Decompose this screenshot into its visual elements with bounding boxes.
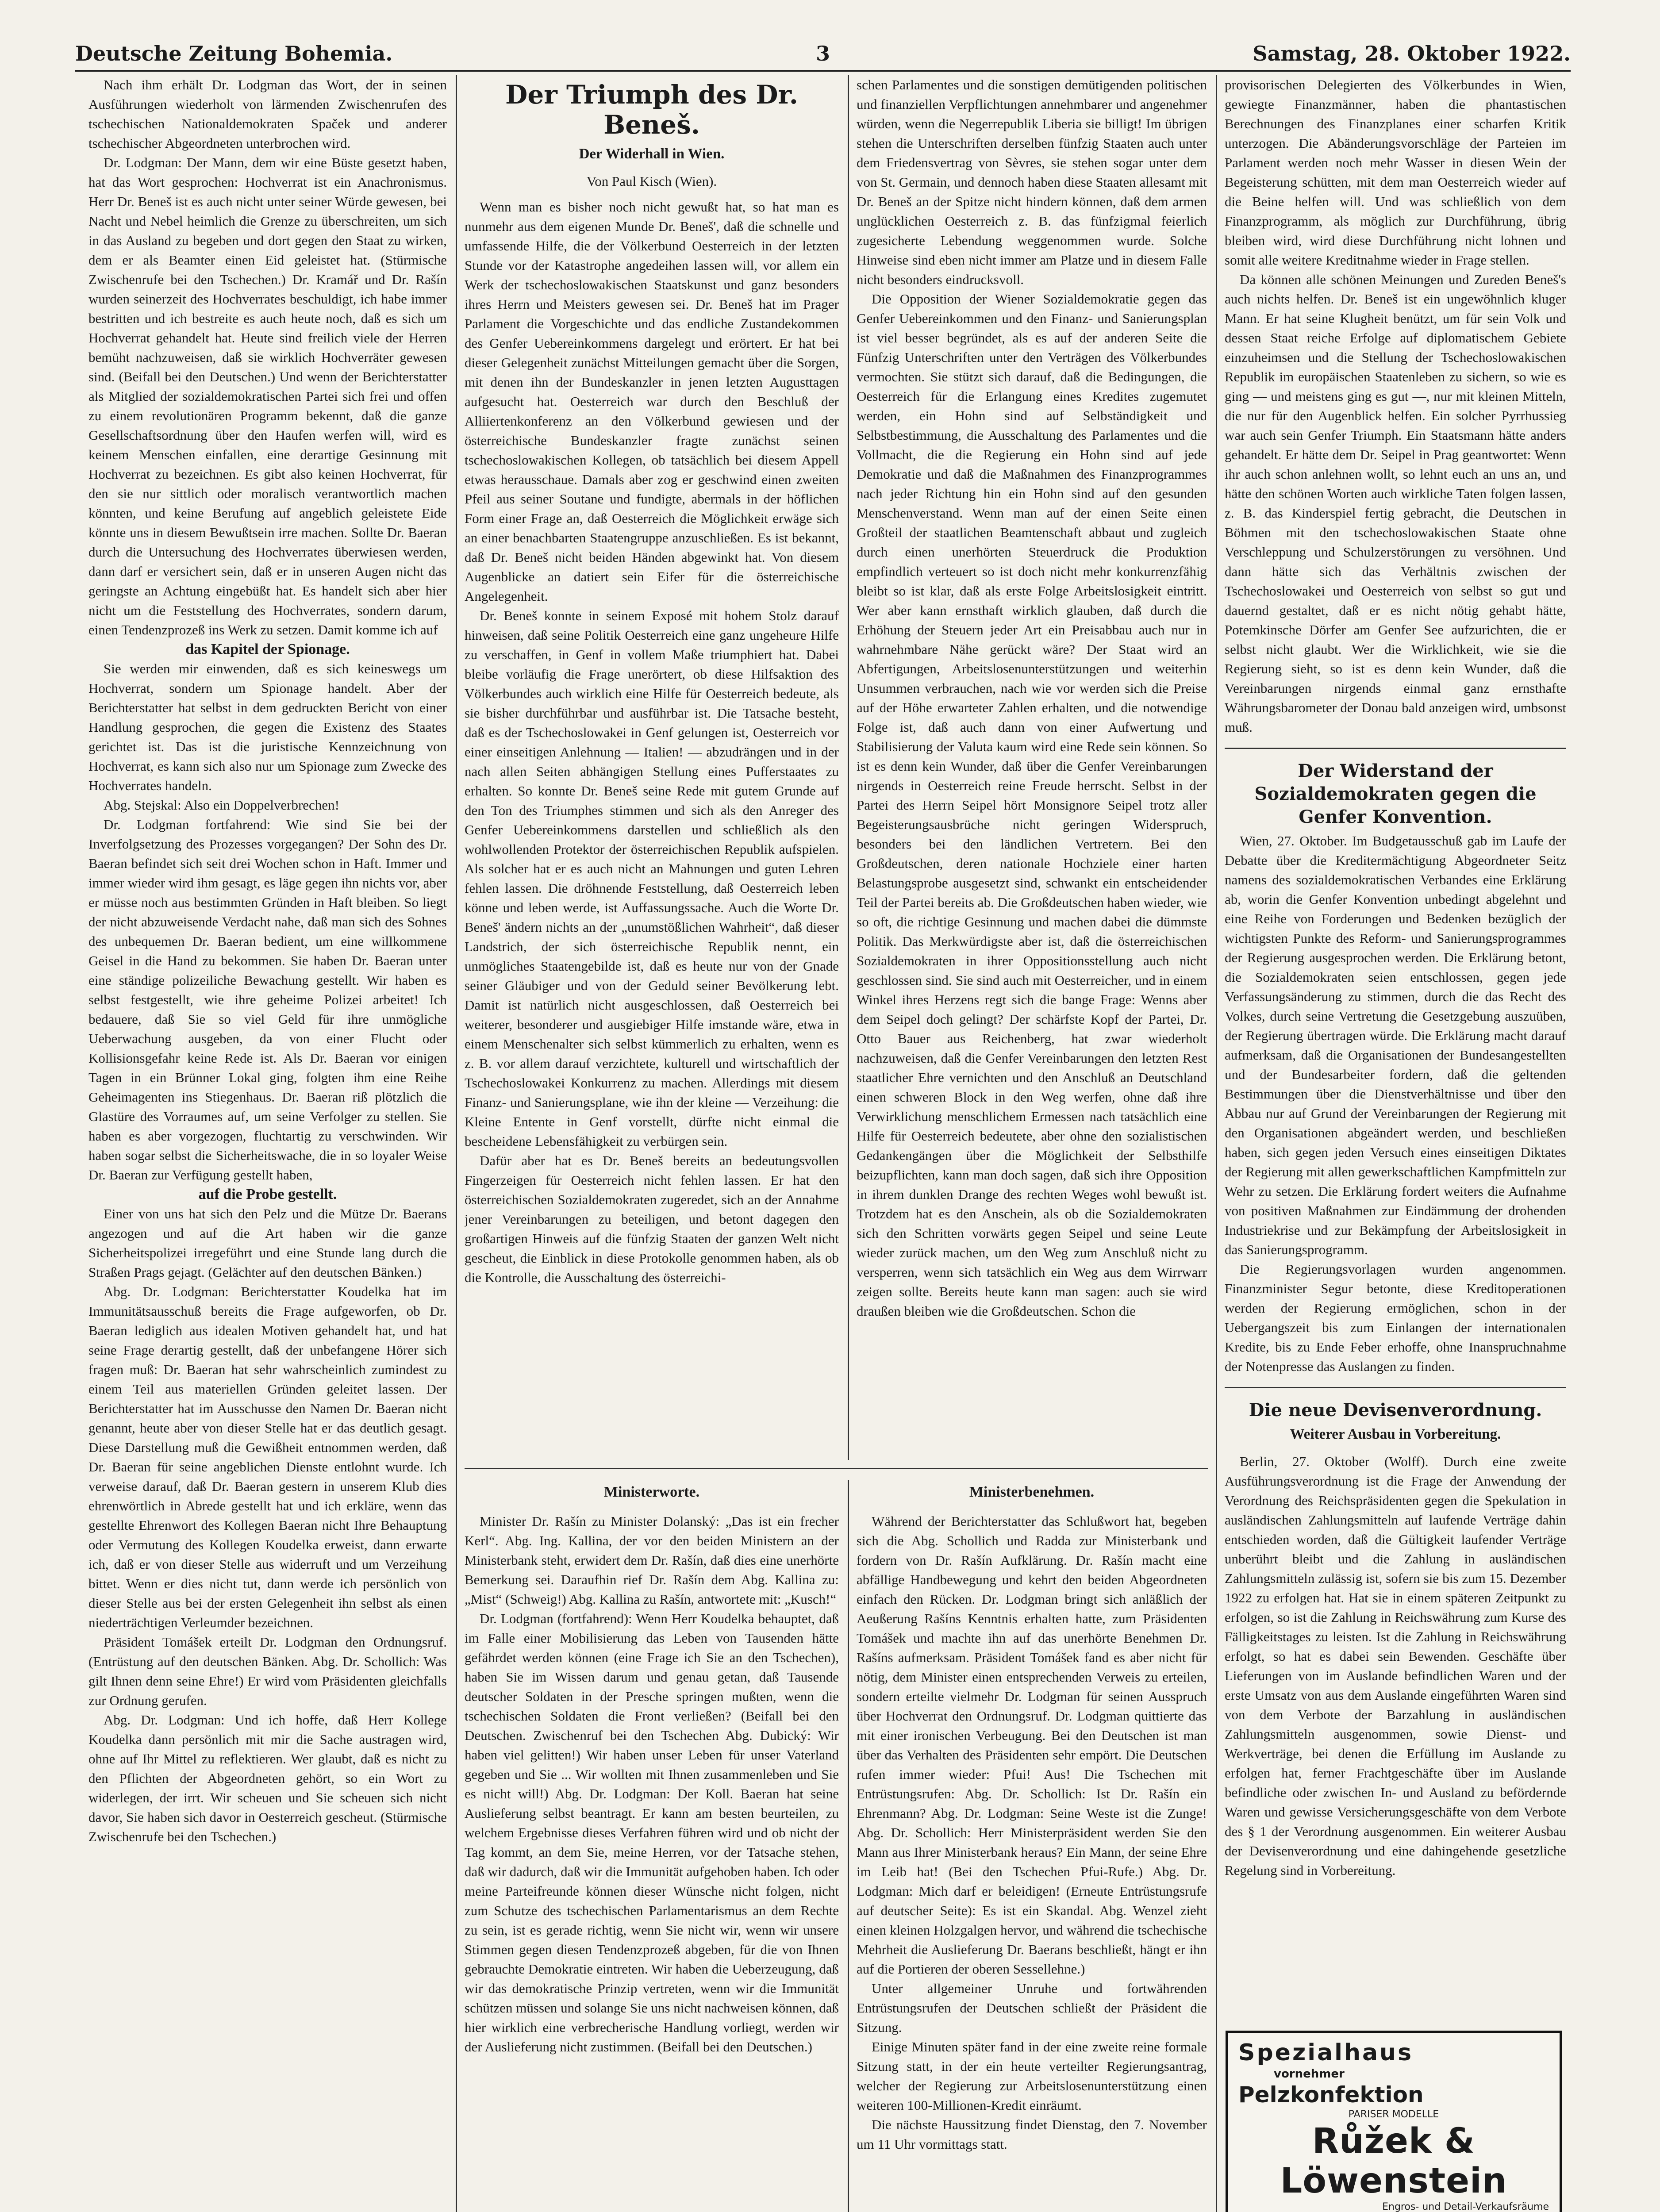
paragraph: schen Parlamentes und die sonstigen demütigenden politischen und finanziellen Verpflichtungen annehmbarer und angenehmer würden, wenn die Negerrepublik Liberia sie billigt! Im übrigen stehen die Unterschriften derselben fünfzig Staaten auch unter dem Friedensvertrag von Sèvres, sie stehen sogar unter dem von St. Germain, und dennoch haben diese Staaten allesamt mit Dr. Beneš an der Spitze nicht hindern können, daß dem armen unglücklichen Oesterreich z. B. das fünfzigmal feierlich zugesicherte Lebendung weggenommen wurde. Solche Hinweise sind eben nicht immer am Platze und in diesem Falle nicht besonders eindrucksvoll.	[857, 77, 1207, 287]
paragraph: Nach ihm erhält Dr. Lodgman das Wort, der in seinen Ausführungen wiederholt von lärmenden Zwischenrufen des tschechischen Nationaldemokraten Spaček und anderer tschechischer Abgeordneten unterbrochen wird.	[88, 77, 447, 151]
page-number: 3	[815, 42, 830, 65]
paragraph: Die Opposition der Wiener Sozialdemokratie gegen das Genfer Uebereinkommen und den Finanz- und Sanierungsplan ist viel besser begründet, als es auf der anderen Seite die Fünfzig Unterschriften unter den Verträgen des Völkerbundes vermochten. Sie stützt sich darauf, daß die Bedingungen, die Oesterreich für die Erlangung eines Kredites zugemutet werden, ein Hohn sind auf Selbständigkeit und Selbstbestimmung, die Ausschaltung des Parlamentes und die Vollmacht, die die Regierung ein Hohn sind auf jede Demokratie und daß die Maßnahmen des Finanzprogrammes nach jeder Richtung hin ein Hohn sind auf den gesunden Menschenverstand. Wenn man auf der einen Seite einen Großteil der staatlichen Beamtenschaft abbaut und zugleich durch einen unerhörten Steuerdruck die Produktion empfindlich verteuert so ist doch nicht mehr konkurrenzfähig bleibt so ist klar, daß als erste Folge Arbeitslosigkeit eintritt. Wer aber kann ernsthaft wirklich glauben, daß durch die Erhöhung der Steuern jeder Art ein Preisabbau auch nur in wahrnehmbare Nähe gerückt wäre? Der Staat wird an Abfertigungen, Arbeitslosenunterstützungen und weiterhin Unsummen verbrauchen, nach wie vor werden sich die Preise auf der Höhe erwarteter Zahlen erhalten, und die notwendige Folge ist, daß auch dann von einer Aufwertung und Stabilisierung der Valuta kaum wird eine Rede sein können. So ist es denn kein Wunder, daß über die Genfer Vereinbarungen nirgends in Oesterreich reine Freude herrscht. Selbst in der Partei des Herrn Seipel hört Monsignore Seipel trotz aller Begeisterungsausbrüche nicht geringen Widerspruch, besonders bei den ländlichen Vertretern. Bei den Großdeutschen, deren nationale Hochziele einer harten Belastungsprobe ausgesetzt sind, schwankt ein entscheidender Teil der Partei bereits ab. Die Großdeutschen haben wieder, wie so oft, die richtige Gesinnung und machen dabei die dümmste Politik. Das Merkwürdigste aber ist, daß die österreichischen Sozialdemokraten in ihrer Oppositionsstellung auch nicht geschlossen sind. Sie sind auch mit Oesterreicher, und in einem Winkel ihres Herzens regt sich die bange Frage: Wenns aber dem Seipel doch gelingt? Der schärfste Kopf der Partei, Dr. Otto Bauer aus Reichenberg, hat zwar wiederholt nachzuweisen, daß die Genfer Vereinbarungen den letzten Rest staatlicher Ehre vernichten und den Anschluß an Deutschland einen schweren Block in den Weg werfen, ohne daß ihre Verwirklichung menschlichem Ermessen nach tatsächlich eine Hilfe für Oesterreich bedeutete, aber ohne den sozialistischen Gedankengängen über die Möglichkeit der Selbsthilfe beizupflichten, kann man doch sagen, daß sich ihre Opposition in ihrem dunklen Drange des rechten Weges wohl bewußt ist. Trotzdem hat es den Anschein, als ob die Sozialdemokraten sich den Schritten vorwärts gegen Seipel und seine Leute wieder zurück machen, um den Weg zum Anschluß nicht zu versperren, wenn sich tatsächlich ein Weg aus dem Wirrwarr zeigen sollte. Bereits heute kann man sagen: auch sie wird draußen bleiben wie die Großdeutschen. Schon die	[857, 291, 1207, 1319]
column-2	[465, 75, 839, 1460]
paragraph: Dr. Lodgman (fortfahrend): Wenn Herr Koudelka behauptet, daß im Falle einer Mobilisierung das Leben von Tausenden hätte gefährdet werden können (eine Frage ich Sie an den Tschechen), haben Sie im Wissen darum und genau getan, daß Tausende deutscher Soldaten in der Presche springen mußten, wenn die tschechischen Soldaten die Front verließen? (Beifall bei den Deutschen. Zwischenruf bei den Tschechen Abg. Dubický: Wir haben viel gelitten!) Wir haben unser Leben für unser Vaterland gegeben und Sie ... Wir wollten mit Ihnen zusammenleben und Sie es nicht will!) Abg. Dr. Lodgman: Der Koll. Baeran hat seine Auslieferung selbst beantragt. Er kann am besten beurteilen, zu welchem Ergebnisse dieses Verfahren führen wird und ob nicht der Tag kommt, an dem Sie, meine Herren, vor der Tatsache stehen, daß wir dadurch, daß wir die Immunität aufgehoben haben. Ich oder meine Parteifreunde können dieser Wünsche nicht folgen, nicht zum Schutze des tschechischen Parlamentarismus an dem Rechte zu sein, ist es gerade richtig, wenn Sie nicht wir, wenn wir unsere Stimmen gegen diesen Tendenzprozeß abgeben, für die von Ihnen gebrauchte Demokratie eintreten. Wir haben die Ueberzeugung, daß wir das demokratische Prinzip vertreten, wenn wir die Immunität schützen müssen und solange Sie uns nicht nachweisen können, daß hier wirklich eine verbrecherische Handlung vorliegt, werden wir der Auslieferung nicht zustimmen. (Beifall bei den Deutschen.)	[465, 1611, 839, 2055]
subheading-spionage: das Kapitel der Spionage.	[185, 641, 350, 657]
headline-triumph: Der Triumph des Dr. Beneš.	[505, 80, 798, 140]
section-ministerworte	[465, 1480, 839, 2212]
column-rule	[1216, 75, 1217, 2212]
section-rule	[1225, 748, 1566, 749]
masthead-date: Samstag, 28. Oktober 1922.	[1253, 42, 1571, 65]
masthead-paper-name: Deutsche Zeitung Bohemia.	[75, 42, 393, 65]
paragraph: Dr. Lodgman: Der Mann, dem wir eine Büste gesetzt haben, hat das Wort gesprochen: Hochverrat ist ein Anachronismus. Herr Dr. Beneš ist es auch nicht unter seiner Würde gewesen, bei Nacht und Nebel heimlich die Grenze zu überschreiten, um sich in das Ausland zu begeben und dort gegen den Staat zu wirken, dem er als Beamter einen Eid geleistet hat. (Stürmische Zwischenrufe bei den Tschechen.) Dr. Kramář und Dr. Rašín wurden seinerzeit des Hochverrates beschuldigt, ich habe immer bestritten und ich bestreite es auch heute noch, daß es sich um Hochverrat gehandelt hat. Heute sind freilich viele der Herren bemüht nachzuweisen, daß sie wirklich Hochverräter gewesen sind. (Beifall bei den Deutschen.) Und wenn der Berichterstatter als Mitglied der sozialdemokratischen Partei sich frei und offen zu einem revolutionären Programm bekennt, daß die ganze Gesellschaftsordnung über den Haufen werfen will, wird es keinem Menschen einfallen, eine derartige Gesinnung mit Hochverrat zu bezeichnen. Es gibt also keinen Hochverrat, für den sie nur sittlich oder moralisch verantwortlich machen könnten, und keine Berufung auf angeblich geleistete Eide könnte uns in diesem Bewußtsein irre machen. Sollte Dr. Baeran durch die Untersuchung des Hochverrates überwiesen werden, dann darf er versichert sein, daß er in unseren Augen nicht das geringste an Achtung eingebüßt hat. Es handelt sich aber hier nicht um die Feststellung des Hochverrates, sondern darum, einen Tendenzprozeß ins Werk zu setzen. Damit komme ich auf	[88, 155, 447, 637]
column-3	[857, 75, 1207, 1460]
section-rule	[465, 1468, 1208, 1469]
masthead	[75, 39, 1571, 72]
paragraph: Die Regierungsvorlagen wurden angenommen. Finanzminister Segur betonte, diese Kreditoperationen werden der Regierung ermöglichen, schon in der Uebergangszeit bis zum Einlangen der internationalen Kredite, bis zu Ende Feber erhoffe, ohne Inanspruchnahme der Notenpresse das Auslangen zu finden.	[1225, 1261, 1566, 1374]
ad-line: PARISER MODELLE	[1348, 2109, 1439, 2120]
section-rule	[1225, 1387, 1566, 1388]
paragraph: Berlin, 27. Oktober (Wolff). Durch eine zweite Ausführungsverordnung ist die Frage der Anwendung der Verordnung des Reichspräsidenten gegen die Spekulation in ausländischen Zahlungsmitteln auf laufende Verträge dahin entschieden worden, daß die Gültigkeit laufender Verträge unberührt bleibt und die Zahlung in ausländischen Zahlungsmitteln zulässig ist, sofern sie bis zum 15. Dezember 1922 zu erfolgen hat. Hat sie in einem späteren Zeitpunkt zu erfolgen, so ist die Zahlung in Reichswährung zum Kurse des Fälligkeitstages zu leisten. Ist die Zahlung in Reichswährung erfolgt, so hat es dabei sein Bewenden. Geschäfte über Lieferungen von im Auslande befindlichen Waren und der erste Umsatz von aus dem Auslande eingeführten Waren sind von dem Verbote der Barzahlung in ausländischen Zahlungsmitteln ausgenommen, sowie Dienst- und Werkverträge, bei denen die Erfüllung im Auslande zu erfolgen hat, ferner Frachtgeschäfte über im Auslande befindliche oder zwischen In- und Ausland zu befördernde Waren und gewisse Versicherungsgeschäfte von dem Verbote des § 1 der Verordnung ausgenommen. Ein weiterer Ausbau der Devisenverordnung und eine dahingehende gesetzliche Regelung sind in Vorbereitung.	[1225, 1454, 1566, 1878]
paragraph: Abg. Stejskal: Also ein Doppelverbrechen!	[104, 797, 339, 813]
advertisement-ruzek-loewenstein	[1226, 2031, 1562, 2212]
headline-widerstand: Der Widerstand der Sozialdemokraten gegen die Genfer Konvention.	[1254, 760, 1537, 827]
subheadline-wien: Der Widerhall in Wien.	[579, 146, 725, 162]
column-rule	[848, 75, 849, 1460]
column-1	[88, 75, 447, 2212]
ad-line: Engros- und Detail-Verkaufsräume	[1382, 2201, 1549, 2212]
paragraph: Während der Berichterstatter das Schlußwort hat, begeben sich die Abg. Schollich und Radda zur Ministerbank und fordern von Dr. Rašín Aufklärung. Dr. Rašín macht eine abfällige Handbewegung und kehrt den beiden Abgeordneten einfach den Rücken. Dr. Lodgman bringt sich anläßlich der Aeußerung Rašíns Kenntnis erhalten hatte, zum Präsidenten Tomášek und machte ihn auf das unerhörte Benehmen Dr. Rašíns aufmerksam. Präsident Tomášek fand es aber nicht für nötig, dem Minister einen entsprechenden Verweis zu erteilen, sondern erteilte vielmehr Dr. Lodgman für seinen Ausspruch über Hochverrat den Ordnungsruf. Dr. Lodgman quittierte das mit einer ironischen Verbeugung. Bei den Deutschen ist man über das Verhalten des Präsidenten sehr empört. Die Deutschen rufen immer wieder: Pfui! Aus! Die Tschechen mit Entrüstungsrufen: Abg. Dr. Schollich: Ist Dr. Rašín ein Ehrenmann? Abg. Dr. Lodgman: Seine Weste ist die Zunge! Abg. Dr. Schollich: Herr Ministerpräsident werden Sie den Mann aus Ihrer Ministerbank heraus? Ein Mann, der seine Ehre im Leib hat! (Bei den Tschechen Pfui-Rufe.) Abg. Dr. Lodgman: Mich darf er beleidigen! (Erneute Entrüstungsrufe auf deutscher Seite): Es ist ein Skandal. Abg. Wenzel zieht einen kleinen Holzgalgen hervor, und während die tschechische Mehrheit die Auslieferung Dr. Baerans beschließt, hängt er ihn auf die Portieren der oberen Sessellehne.)	[857, 1513, 1207, 1977]
column-rule	[456, 75, 457, 2212]
paragraph: Dafür aber hat es Dr. Beneš bereits an bedeutungsvollen Fingerzeigen für Oesterreich nicht fehlen lassen. Er hat den österreichischen Sozialdemokraten zugeredet, sich an der Annahme jener Vereinbarungen zu beteiligen, und betont dagegen den großartigen Hinweis auf die fünfzig Staaten der ganzen Welt nicht gescheut, die Einblick in diese Protokolle genommen haben, als ob die Kontrolle, die Ausschaltung des österreichi-	[465, 1153, 839, 1285]
paragraph: Dr. Beneš konnte in seinem Exposé mit hohem Stolz darauf hinweisen, daß seine Politik Oesterreich eine ganz ungeheure Hilfe zu verschaffen, in Genf in vollem Maße triumphiert hat. Dabei bleibe vorläufig die Frage unerörtert, ob diese Hilfsaktion des Völkerbundes auch wirklich eine Hilfe für Oesterreich bedeute, als sie bisher durchführbar und ausführbar ist. Die Tatsache besteht, daß es der Tschechoslowakei in Genf gelungen ist, Oesterreich vor einer einseitigen Anlehnung — Italien! — abzudrängen und in der nach allen Seiten abhängigen Stellung eines Pufferstaates zu erhalten. So konnte Dr. Beneš seine Rede mit gutem Grunde auf den Ton des Triumphes stimmen und sich als den Anreger des Genfer Uebereinkommens darstellen und schließlich als den wohlwollenden Protektor der österreichischen Republik aufspielen. Als solcher hat er es auch nicht an Mahnungen und guten Lehren fehlen lassen. Die dröhnende Feststellung, daß Oesterreich leben könne und leben werde, ist Auffassungssache. Auch die Worte Dr. Beneš' ändern nichts an der „unumstößlichen Wahrheit“, daß dieser Landstrich, der sich österreichische Republik nennt, ein unmögliches Staatengebilde ist, daß es heute nur von der Gnade seiner Gläubiger und von der Geduld seiner Bevölkerung lebt. Damit ist natürlich nicht ausgeschlossen, daß Oesterreich bei weiterer, besonderer und ausgiebiger Hilfe imstande wäre, etwa in einem Menschenalter sich selbst kümmerlich zu erhalten, wenn es z. B. vor allem darauf verzichtete, kulturell und wirtschaftlich der Tschechoslowakei Konkurrenz zu machen. Allerdings mit diesem Finanz- und Sanierungsplane, wie ihn der kleine — Verzeihung: die Kleine Entente in Genf vorstellt, dürfte nicht einmal die bescheidene Lebensfähigkeit zu verbürgen sein.	[465, 608, 839, 1149]
paragraph: Unter allgemeiner Unruhe und fortwährenden Entrüstungsrufen der Deutschen schließt der Präsident die Sitzung.	[857, 1981, 1207, 2035]
paragraph: Sie werden mir einwenden, daß es sich keineswegs um Hochverrat, sondern um Spionage handelt. Aber der Berichterstatter hat selbst in dem gedruckten Bericht von einer Handlung gesprochen, die gegen die Existenz des Staates gerichtet ist. Das ist die juristische Kennzeichnung von Hochverrat, es kann sich also nur um Spionage zum Zwecke des Hochverrates handeln.	[88, 661, 447, 793]
paragraph: Dr. Lodgman fortfahrend: Wie sind Sie bei der Inverfolgsetzung des Prozesses vorgegangen? Der Sohn des Dr. Baeran befindet sich seit drei Wochen schon in Haft. Immer und immer wieder wird ihm gesagt, es läge gegen ihn nichts vor, aber er müsse noch aus bestimmten Gründen in Haft bleiben. So liegt der nicht abzuweisende Verdacht nahe, daß man sich des Sohnes des unbequemen Dr. Baeran bedient, um eine willkommene Geisel in die Hand zu bekommen. Sie haben Dr. Baeran unter eine ständige polizeiliche Bewachung gestellt. Wir haben es selbst festgestellt, wie ihre geheime Polizei arbeitet! Ich bedauere, daß Sie so viel Geld für ihre unmögliche Ueberwachung ausgeben, da von einer Flucht oder Kollisionsgefahr keine Rede ist. Als Dr. Baeran vor einigen Tagen in ein Brünner Lokal ging, folgten ihm eine Reihe Geheimagenten ins Stiegenhaus. Dr. Baeran riß plötzlich die Glastüre des Vorraumes auf, um seine Verfolger zu stellen. Sie haben es aber vorgezogen, fluchtartig zu verschwinden. Wir haben sogar selbst die Sicherheitswache, die in so loyaler Weise Dr. Baeran zur Verfügung gestellt haben,	[88, 817, 447, 1183]
paragraph: Einige Minuten später fand in der eine zweite reine formale Sitzung statt, in der ein heute verteilter Regierungsantrag, welcher der Regierung zur Arbeitslosenunterstützung einen weiteren 100-Millionen-Kredit einräumt.	[857, 2039, 1207, 2113]
paragraph: Wenn man es bisher noch nicht gewußt hat, so hat man es nunmehr aus dem eigenen Munde Dr. Beneš', daß die schnelle und umfassende Hilfe, die der Völkerbund Oesterreich in der letzten Stunde vor der Katastrophe angedeihen lassen will, vor allem ein Werk der tschechoslowakischen Staatskunst und ganz besonders ihres Herrn und Meisters gewesen sei. Dr. Beneš hat im Prager Parlament die Vorgeschichte und das endliche Zustandekommen des Genfer Uebereinkommens dargelegt und erörtert. Er hat bei dieser Gelegenheit zunächst Mitteilungen gemacht über die Sorgen, mit denen ihn der Bundeskanzler in jenen letzten Augusttagen aufgesucht hat. Oesterreich war durch den Beschluß der Alliiertenkonferenz an den Völkerbund gewiesen und der österreichische Bundeskanzler fragte zunächst seinen tschechoslowakischen Kollegen, ob tatsächlich bei diesem Appell etwas herausschaue. Damals aber zog er geschwind einen zweiten Pfeil aus seiner Soutane und fundigte, abermals in der höflichen Form einer Frage an, daß Oesterreich die Möglichkeit erwäge sich an einer benachbarten Staatengruppe anzuschließen. Es ist bekannt, daß Dr. Beneš nicht beiden Händen abgewinkt hat. Von diesem Augenblicke an datiert sein Eifer für die österreichische Angelegenheit.	[465, 199, 839, 604]
paragraph: Präsident Tomášek erteilt Dr. Lodgman den Ordnungsruf. (Entrüstung auf den deutschen Bänken. Abg. Dr. Schollich: Was gilt Ihnen denn seine Ehre!) Er wird vom Präsidenten gleichfalls zur Ordnung gerufen.	[88, 1634, 447, 1708]
paragraph: Abg. Dr. Lodgman: Und ich hoffe, daß Herr Kollege Koudelka dann persönlich mit mir die Sache austragen wird, ohne auf Ihr Mittel zu reflektieren. Wer glaubt, daß es nicht zu den Pflichten der Abgeordneten gehört, so ein Wort zu widerlegen, der irrt. Wir scheuen und Sie scheuen sich nicht davor, Sie haben sich davor in Oesterreich gescheut. (Stürmische Zwischenrufe bei den Tschechen.)	[88, 1712, 447, 1844]
subheading-probe: auf die Probe gestellt.	[198, 1186, 337, 1202]
paragraph: Einer von uns hat sich den Pelz und die Mütze Dr. Baerans angezogen und auf die Art haben wir die ganze Sicherheitspolizei irregeführt und eine Stunde lang durch die Straßen Prags gejagt. (Gelächter auf den deutschen Bänken.)	[88, 1206, 447, 1280]
section-title-ministerbenehmen: Ministerbenehmen.	[969, 1484, 1095, 1500]
paragraph: Die nächste Haussitzung findet Dienstag, den 7. November um 11 Uhr vormittags statt.	[857, 2117, 1207, 2152]
ad-brand: Růžek & Löwenstein	[1280, 2121, 1507, 2201]
ad-line: Spezialhaus	[1238, 2039, 1414, 2066]
paragraph: Minister Dr. Rašín zu Minister Dolanský: „Das ist ein frecher Kerl“. Abg. Ing. Kallina, der vor den beiden Ministern an der Ministerbank steht, erwidert dem Dr. Rašín, daß dies eine unerhörte Bemerkung sei. Daraufhin rief Dr. Rašín dem Abg. Kallina zu: „Mist“ (Schweig!) Abg. Kallina zu Rašín, antwortete mit: „Kusch!“	[465, 1513, 839, 1607]
byline: Von Paul Kisch (Wien).	[586, 173, 717, 189]
column-rule	[848, 1480, 849, 2212]
column-4	[1225, 75, 1566, 2022]
subheadline-ausbau: Weiterer Ausbau in Vorbereitung.	[1290, 1426, 1501, 1442]
section-ministerbenehmen	[857, 1480, 1207, 2212]
paragraph: Wien, 27. Oktober. Im Budgetausschuß gab im Laufe der Debatte über die Kreditermächtigung Abgeordneter Seitz namens des sozialdemokratischen Verbandes eine Erklärung ab, worin die Genfer Konvention unbedingt abgelehnt und eine Reihe von Forderungen und Bedenken bezüglich der wichtigsten Punkte des Reform- und Sanierungsprogrammes der Regierung ausgesprochen werden. Die Erklärung betont, die Sozialdemokraten seien entschlossen, gegen jede Verfassungsänderung zu stimmen, durch die das Recht des Volkes, durch seine Vertretung die Gesetzgebung auszuüben, der Regierung übertragen würde. Die Erklärung macht darauf aufmerksam, daß die Organisationen der Bundesangestellten und der Bundesarbeiter fordern, daß die geltenden Bestimmungen über die Dienstverhältnisse und über den Abbau nur auf Grund der Vereinbarungen der Regierung mit den Organisationen abgeändert werden, und beschließen haben, sich gegen jeden Versuch eines einseitigen Diktates der Regierung mit allen gewerkschaftlichen Kampfmitteln zur Wehr zu setzen. Die Erklärung fordert weiters die Aufnahme von positiven Maßnahmen zur Eindämmung der drohenden Industriekrise und zur Bekämpfung der Arbeitslosigkeit in das Sanierungsprogramm.	[1225, 833, 1566, 1257]
headline-devisenverordnung: Die neue Devisenverordnung.	[1249, 1400, 1542, 1421]
paragraph: Da können alle schönen Meinungen und Zureden Beneš's auch nichts helfen. Dr. Beneš ist ein ungewöhnlich kluger Mann. Er hat seine Klugheit benützt, um für sein Volk und dessen Staat reiche Erfolge auf diplomatischem Gebiete einzuheimsen und die Stellung der Tschechoslowakischen Republik im europäischen Staatenleben zu sichern, so wie es ging — und meistens ging es gut —, nur mit kleinen Mitteln, die nur für den Augenblick helfen. Ein solcher Pyrrhussieg war auch sein Genfer Triumph. Ein Staatsmann hätte anders gehandelt. Er hätte dem Dr. Seipel in Prag geantwortet: Wenn ihr auch schon anlehnen wollt, so lehnt euch an uns an, und hätte den schönen Worten auch wirkliche Taten folgen lassen, z. B. das Kinderspiel fertig gebracht, die Deutschen in Böhmen mit den tschechoslowakischen Staate ohne Verschleppung und Schulzerstörungen zu versöhnen. Und dann hätte sich das Verhältnis zwischen der Tschechoslowakei und Oesterreich von selbst so gut und dauernd gestaltet, daß er es nicht nötig gehabt hätte, Potemkinsche Dörfer am Genfer See aufzurichten, die er selbst nicht glaubt. Wer die Wirklichkeit, wie sie die Regierung sieht, so ist es denn kein Wunder, daß die Vereinbarungen nirgends einmal ganz ernsthafte Währungsbarometer der Donau bald anzeigen wird, umbsonst muß.	[1225, 272, 1566, 735]
ad-line: vornehmer	[1274, 2067, 1345, 2081]
paragraph: provisorischen Delegierten des Völkerbundes in Wien, gewiegte Finanzmänner, haben die phantastischen Berechnungen des Finanzplanes einer scharfen Kritik unterzogen. Die Abänderungsvorschläge der Parteien im Parlament werden noch mehr Wasser in diesen Wein der Begeisterung schütten, mit dem man Oesterreich wieder auf die Beine helfen will. Und was schließlich von dem Finanzprogramm, als möglich zur Durchführung, übrig bleiben wird, wird diese Durchführung nicht lohnen und somit alle weitere Kreditnahme wieder in Frage stellen.	[1225, 77, 1566, 268]
section-title-ministerworte: Ministerworte.	[603, 1484, 700, 1500]
paragraph: Abg. Dr. Lodgman: Berichterstatter Koudelka hat im Immunitätsausschuß bereits die Frage aufgeworfen, ob Dr. Baeran lediglich aus idealen Motiven gehandelt hat, und hat seine Frage derartig gestellt, daß der unbefangene Hörer sich fragen muß: Dr. Baeran hat sehr wahrscheinlich zumindest zu einem Teil aus materiellen Gründen geleitet lassen. Der Berichterstatter hat im Ausschusse den Namen Dr. Baeran nicht genannt, heute aber von dieser Stelle hat er das deutlich gesagt. Diese Darstellung muß die Gewißheit entnommen werden, daß Dr. Baeran für seine angeblichen Dienste entlohnt wurde. Ich verweise darauf, daß Dr. Baeran gestern in unserem Klub dies ehrenwörtlich in Abrede gestellt hat und ich erkläre, wenn das gestellte Ehrenwort des Kollegen Baeran nicht Ihre Behauptung oder Vermutung des Kollegen Koudelka erweist, dann erwarte ich, daß er von dieser Stelle aus widerruft und um Verzeihung bittet. Wenn er dies nicht tut, dann werde ich persönlich von dieser Stelle aus bei der ersten Gelegenheit ihn selbst als einen niederträchtigen Verleumder bezeichnen.	[88, 1284, 447, 1630]
ad-line: Pelzkonfektion	[1238, 2082, 1424, 2108]
